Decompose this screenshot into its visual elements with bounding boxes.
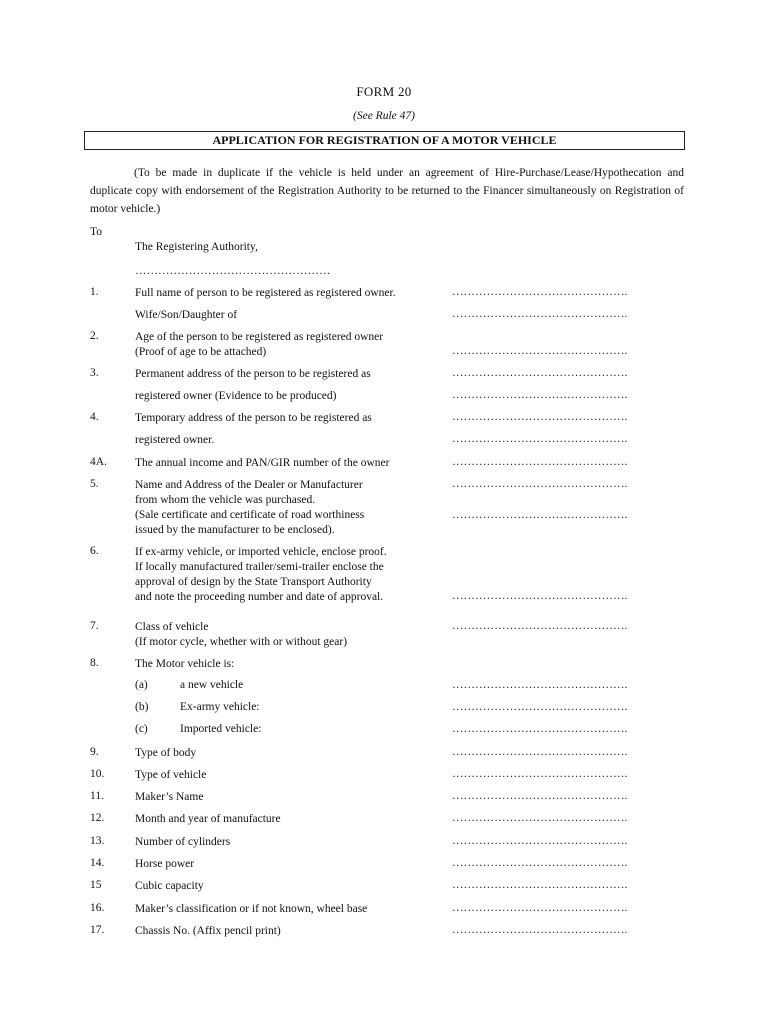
item-number: 14. [90,857,105,869]
item-label: Month and year of manufacture [135,813,281,825]
fill-blank: ………………………………………. [452,590,628,602]
item-label: issued by the manufacturer to be enclosed). [135,524,335,536]
item-label: (Sale certificate and certificate of road worthiness [135,509,365,521]
item-label: Age of the person to be registered as registered owner [135,331,384,343]
item-label: Full name of person to be registered as registered owner. [135,287,396,299]
item-number: 2. [90,330,99,342]
item-number: 5. [90,478,99,490]
item-label: Maker’s Name [135,791,204,803]
item-label: The Motor vehicle is: [135,658,235,670]
fill-blank: ………………………………………. [452,812,628,824]
rule-reference: (See Rule 47) [353,110,415,122]
item-number: 3. [90,367,99,379]
registering-authority: The Registering Authority, [135,241,258,253]
item-label: registered owner. [135,434,215,446]
fill-blank: ………………………………………. [452,679,628,691]
item-label: Type of vehicle [135,769,207,781]
item-label: Permanent address of the person to be registered as [135,368,371,380]
item-label: and note the proceeding number and date of approval. [135,591,384,603]
item-number: 13. [90,835,105,847]
item-label: Horse power [135,858,195,870]
item-number: 11. [90,790,104,802]
fill-blank: ………………………………………. [452,790,628,802]
fill-blank: ………………………………………. [452,924,628,936]
item-label: (If motor cycle, whether with or without gear) [135,636,348,648]
fill-blank: ………………………………………. [452,768,628,780]
item-number: 8. [90,657,99,669]
item-number: 4. [90,411,99,423]
item-number: 10. [90,768,105,780]
item-number: 1. [90,286,99,298]
item-label: Class of vehicle [135,621,209,633]
fill-blank: ………………………………………. [452,879,628,891]
fill-blank: ………………………………………. [452,746,628,758]
item-label: The annual income and PAN/GIR number of the owner [135,457,390,469]
fill-blank: ………………………………………. [452,367,628,379]
fill-blank: ………………………………………. [452,308,628,320]
sub-item-label: (a) [135,679,148,691]
item-label: from whom the vehicle was purchased. [135,494,316,506]
fill-blank: ………………………………………. [452,433,628,445]
item-number: 9. [90,746,99,758]
item-number: 7. [90,620,99,632]
item-label: Ex-army vehicle: [180,701,260,713]
item-number: 12. [90,812,105,824]
intro-paragraph: (To be made in duplicate if the vehicle is held under an agreement of Hire-Purchase/Lease/Hypothecation and duplicate copy with endorsement of the Registration Authority to be returned to the Financer simultaneously on Registration of motor vehicle.) [90,167,684,215]
item-label: Cubic capacity [135,880,204,892]
item-label: (Proof of age to be attached) [135,346,267,358]
item-number: 4A. [90,456,107,468]
item-label: Maker’s classification or if not known, wheel base [135,903,368,915]
item-label: approval of design by the State Transport Authority [135,576,372,588]
fill-blank: ………………………………………. [452,411,628,423]
sub-item-label: (c) [135,723,148,735]
fill-blank: ………………………………………. [452,389,628,401]
fill-blank: ………………………………………. [452,286,628,298]
item-label: If ex-army vehicle, or imported vehicle, enclose proof. [135,546,387,558]
form-heading: APPLICATION FOR REGISTRATION OF A MOTOR VEHICLE [84,131,685,150]
item-number: 17. [90,924,105,936]
item-label: Temporary address of the person to be registered as [135,412,372,424]
item-label: Imported vehicle: [180,723,262,735]
address-to: To [90,226,102,238]
fill-blank: ………………………………………. [452,701,628,713]
fill-blank: ………………………………………. [452,857,628,869]
item-label: Name and Address of the Dealer or Manufacturer [135,479,363,491]
fill-blank: ………………………………………. [452,345,628,357]
fill-blank: ………………………………………. [452,620,628,632]
item-number: 16. [90,902,105,914]
fill-blank: ………………………………………. [452,509,628,521]
item-label: Type of body [135,747,197,759]
form-title: FORM 20 [356,84,412,99]
fill-blank: ………………………………………. [452,902,628,914]
sub-item-label: (b) [135,701,149,713]
fill-blank: ………………………………………. [452,835,628,847]
item-label: If locally manufactured trailer/semi-trailer enclose the [135,561,384,573]
item-label: Number of cylinders [135,836,231,848]
fill-blank: ………………………………………. [452,456,628,468]
item-label: Chassis No. (Affix pencil print) [135,925,281,937]
item-label: registered owner (Evidence to be produced) [135,390,337,402]
fill-blank: ………………………………………. [452,478,628,490]
fill-blank: ………………………………………. [452,723,628,735]
item-label: a new vehicle [180,679,244,691]
item-number: 15 [90,879,102,891]
item-label: Wife/Son/Daughter of [135,309,238,321]
authority-blank: …………………………………………… [135,265,331,277]
item-number: 6. [90,545,99,557]
